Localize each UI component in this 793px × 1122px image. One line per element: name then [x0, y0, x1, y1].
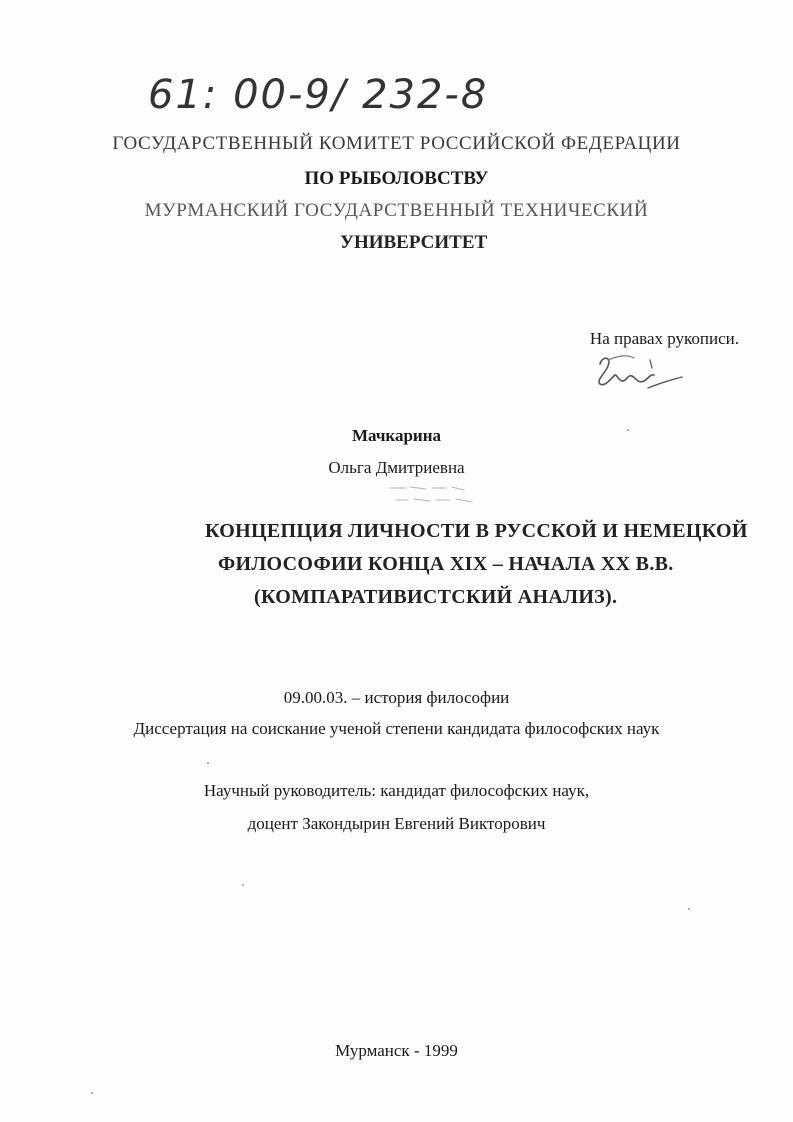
dissertation-title-line-2: ФИЛОСОФИИ КОНЦА XIX – НАЧАЛА XX В.В.	[218, 553, 674, 575]
faint-stamp-mark	[386, 482, 506, 512]
dissertation-title-line-1: КОНЦЕПЦИЯ ЛИЧНОСТИ В РУССКОЙ И НЕМЕЦКОЙ	[205, 520, 748, 542]
scan-speck	[91, 1092, 93, 1094]
specialty-code: 09.00.03. – история философии	[283, 688, 510, 707]
dissertation-title-line-3: (КОМПАРАТИВИСТСКИЙ АНАЛИЗ).	[254, 586, 618, 608]
scan-speck	[627, 429, 629, 431]
scan-speck	[207, 762, 209, 764]
organization-line-4: УНИВЕРСИТЕТ	[340, 232, 488, 253]
author-last-name: Мачкарина	[351, 426, 442, 445]
supervisor-line-1: Научный руководитель: кандидат философских наук,	[203, 781, 590, 800]
author-first-names: Ольга Дмитриевна	[328, 458, 465, 477]
scan-speck	[242, 884, 244, 886]
city-and-year: Мурманск - 1999	[335, 1041, 458, 1060]
organization-line-1: ГОСУДАРСТВЕННЫЙ КОМИТЕТ РОССИЙСКОЙ ФЕДЕРАЦИИ	[112, 133, 681, 154]
handwritten-signature	[588, 350, 688, 398]
supervisor-line-2: доцент Закондырин Евгений Викторович	[247, 814, 546, 833]
manuscript-rights-note: На правах рукописи.	[589, 329, 739, 348]
organization-line-2: ПО РЫБОЛОВСТВУ	[304, 168, 489, 189]
organization-line-3: МУРМАНСКИЙ ГОСУДАРСТВЕННЫЙ ТЕХНИЧЕСКИЙ	[144, 200, 649, 221]
scan-speck	[688, 908, 690, 910]
dissertation-degree-note: Диссертация на соискание ученой степени кандидата философских наук	[133, 719, 660, 738]
handwritten-registration-code: 61: 00-9/ 232-8	[148, 72, 489, 118]
